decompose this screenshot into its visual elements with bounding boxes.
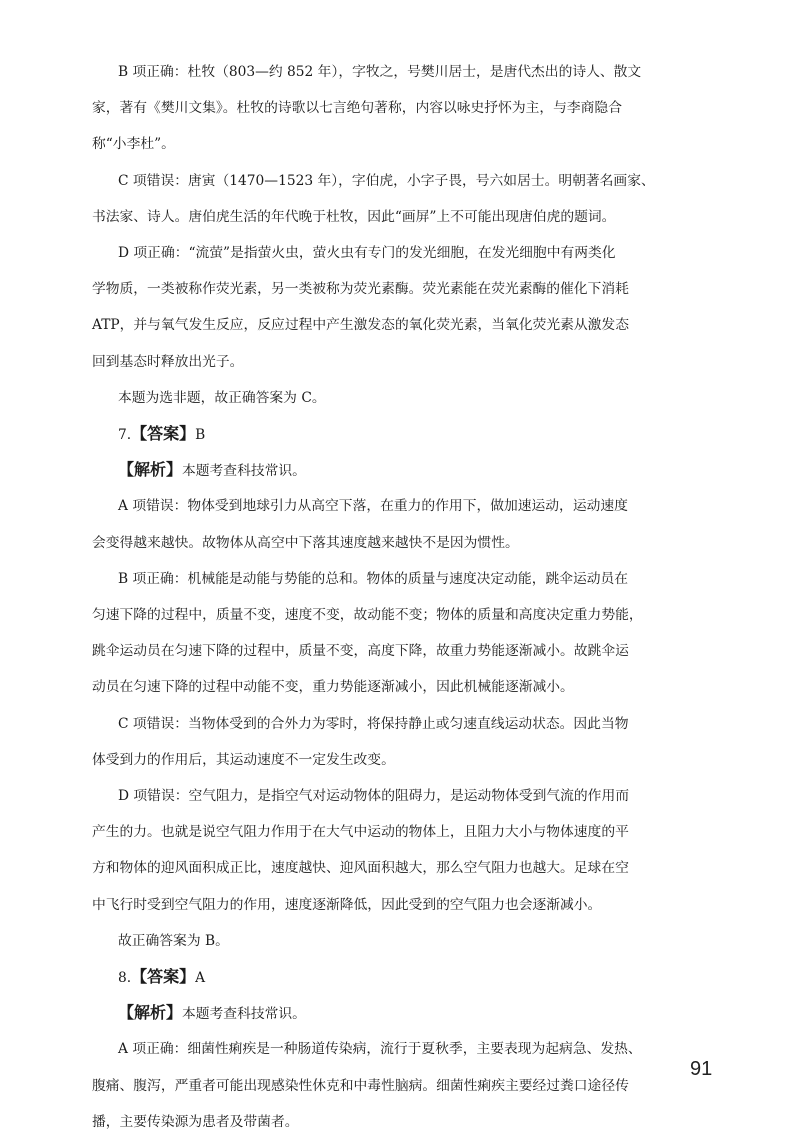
paragraph-line: 匀速下降的过程中，质量不变，速度不变，故动能不变；物体的质量和高度决定重力势能， bbox=[92, 607, 643, 623]
paragraph-line: 腹痛、腹泻，严重者可能出现感染性休克和中毒性脑病。细菌性痢疾主要经过粪口途径传 bbox=[92, 1077, 629, 1094]
q7-answer-tag: 【答案】 bbox=[131, 424, 196, 443]
q8-answer-tag: 【答案】 bbox=[131, 967, 196, 986]
paragraph-line: B 项正确：杜牧（803—约 852 年），字牧之，号樊川居士，是唐代杰出的诗人、散文 bbox=[118, 64, 642, 80]
q7-number: 7. bbox=[118, 427, 132, 443]
q8-analysis-line bbox=[0, 1003, 800, 1024]
paragraph-line: 回到基态时释放出光子。 bbox=[92, 353, 244, 370]
paragraph-line: 故正确答案为 B。 bbox=[118, 932, 229, 949]
paragraph-line: 产生的力。也就是说空气阻力作用于在大气中运动的物体上，且阻力大小与物体速度的平 bbox=[92, 824, 629, 841]
paragraph-line: 动员在匀速下降的过程中动能不变，重力势能逐渐减小，因此机械能逐渐减小。 bbox=[92, 679, 574, 696]
paragraph-line: 书法家、诗人。唐伯虎生活的年代晚于杜牧，因此“画屏”上不可能出现唐伯虎的题词。 bbox=[92, 208, 616, 225]
paragraph-line: D 项正确：“流萤”是指萤火虫，萤火虫有专门的发光细胞，在发光细胞中有两类化 bbox=[118, 245, 616, 261]
q7-analysis: 本题考查科技常识。 bbox=[182, 463, 306, 480]
q7-analysis-tag: 【解析】 bbox=[118, 460, 183, 480]
paragraph-line: 播，主要传染源为患者及带菌者。 bbox=[92, 1113, 299, 1130]
q8-answer: A bbox=[195, 970, 206, 986]
q8-answer-line bbox=[0, 967, 800, 988]
paragraph-line: 跳伞运动员在匀速下降的过程中，质量不变，高度下降，故重力势能逐渐减小。故跳伞运 bbox=[92, 643, 629, 660]
paragraph-line: C 项错误：唐寅（1470—1523 年），字伯虎，小字子畏，号六如居士。明朝著名画家、 bbox=[118, 172, 655, 189]
q7-answer-line bbox=[0, 424, 800, 445]
q8-analysis-tag: 【解析】 bbox=[118, 1003, 183, 1023]
paragraph-line: 体受到力的作用后，其运动速度不一定发生改变。 bbox=[92, 751, 395, 768]
paragraph-line: A 项错误：物体受到地球引力从高空下落，在重力的作用下，做加速运动，运动速度 bbox=[118, 498, 628, 515]
paragraph-line: 称“小李杜”。 bbox=[92, 136, 175, 153]
paragraph-line: C 项错误：当物体受到的合外力为零时，将保持静止或匀速直线运动状态。因此当物 bbox=[118, 715, 629, 732]
paragraph-line: D 项错误：空气阻力，是指空气对运动物体的阻碍力，是运动物体受到气流的作用而 bbox=[118, 788, 629, 804]
paragraph-line: 中飞行时受到空气阻力的作用，速度逐渐降低，因此受到的空气阻力也会逐渐减小。 bbox=[92, 896, 602, 913]
q8-number: 8. bbox=[118, 970, 132, 986]
paragraph-line: 会变得越来越快。故物体从高空中下落其速度越来越快不是因为惯性。 bbox=[92, 534, 519, 551]
paragraph-line: ATP，并与氧气发生反应，反应过程中产生激发态的氧化荧光素，当氧化荧光素从激发态 bbox=[92, 317, 629, 334]
paragraph-line: A 项正确：细菌性痢疾是一种肠道传染病，流行于夏秋季，主要表现为起病急、发热、 bbox=[118, 1041, 642, 1058]
q7-answer: B bbox=[195, 427, 206, 443]
paragraph-line: 本题为选非题，故正确答案为 C。 bbox=[118, 389, 326, 406]
paragraph-line: 方和物体的迎风面积成正比，速度越快、迎风面积越大，那么空气阻力也越大。足球在空 bbox=[92, 860, 629, 877]
q8-analysis: 本题考查科技常识。 bbox=[182, 1006, 306, 1023]
q7-analysis-line bbox=[0, 460, 800, 481]
page-number: 91 bbox=[690, 1058, 713, 1080]
paragraph-line: 学物质，一类被称作荧光素，另一类被称为荧光素酶。荧光素能在荧光素酶的催化下消耗 bbox=[92, 281, 629, 298]
paragraph-line: 家，著有《樊川文集》。杜牧的诗歌以七言绝句著称，内容以咏史抒怀为主，与李商隐合 bbox=[92, 100, 622, 117]
paragraph-line: B 项正确：机械能是动能与势能的总和。物体的质量与速度决定动能，跳伞运动员在 bbox=[118, 570, 629, 587]
